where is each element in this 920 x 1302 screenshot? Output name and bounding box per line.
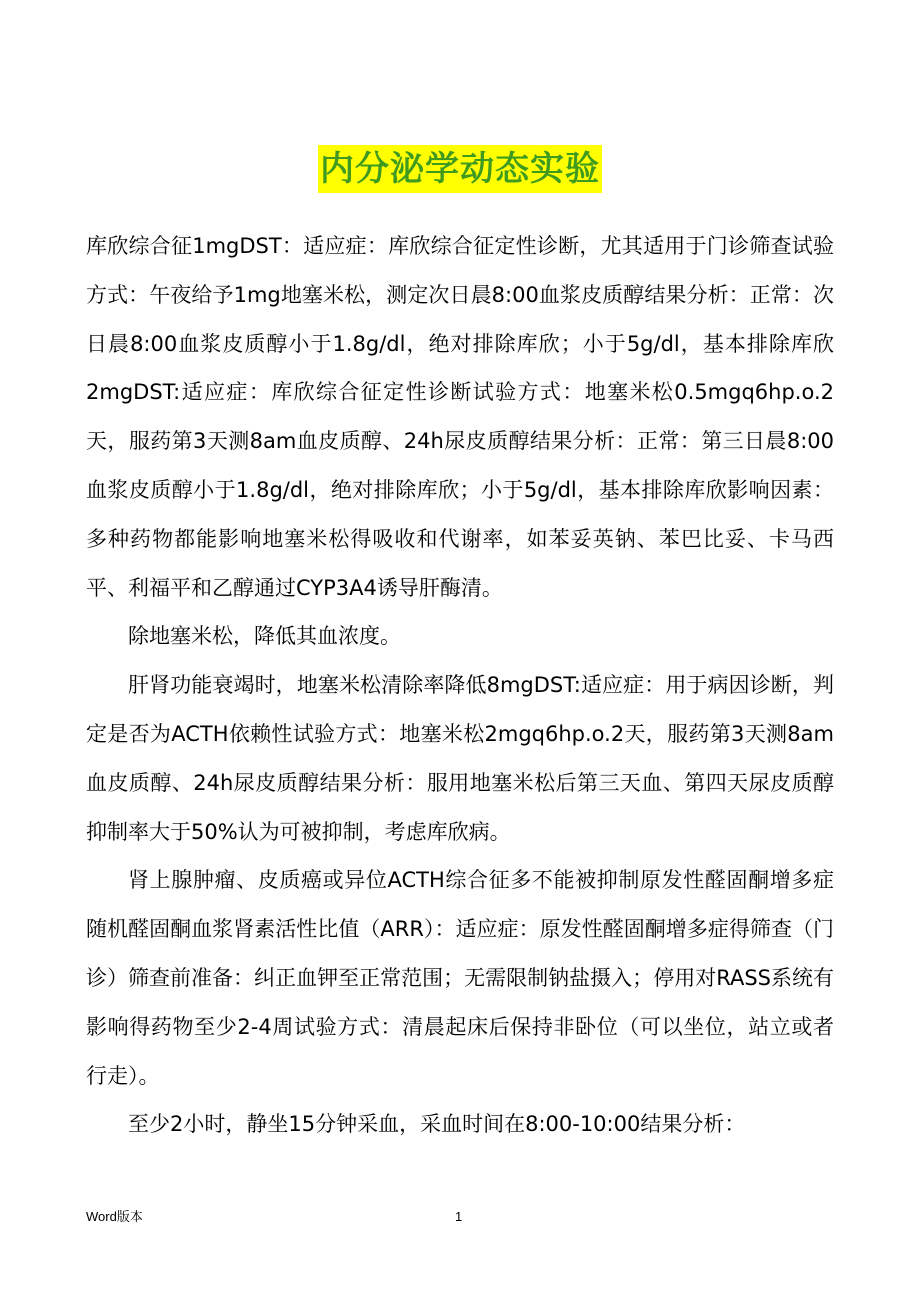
paragraph: 肝肾功能衰竭时，地塞米松清除率降低8mgDST:适应症：用于病因诊断，判定是否为ACTH依赖性试验方式：地塞米松2mgq6hp.o.2天，服药第3天测8am血皮质醇、24h尿皮质醇结果分析：服用地塞米松后第三天血、第四天尿皮质醇抑制率大于50%认为可被抑制，考虑库欣病。 [86,673,834,844]
page-number: 1 [455,1209,463,1224]
document-title: 内分泌学动态实验 [318,145,602,193]
document-body [86,222,834,1149]
paragraph: 肾上腺肿瘤、皮质癌或异位ACTH综合征多不能被抑制原发性醛固酮增多症随机醛固酮血浆肾素活性比值（ARR）：适应症：原发性醛固酮增多症得筛查（门诊）筛查前准备：纠正血钾至正常范围；无需限制钠盐摄入；停用对RASS系统有影响得药物至少2-4周试验方式：清晨起床后保持非卧位（可以坐位，站立或者行走）。 [86,868,834,1088]
title-container [0,145,920,193]
paragraph: 至少2小时，静坐15分钟采血，采血时间在8:00-10:00结果分析： [128,1112,746,1137]
paragraph: 库欣综合征1mgDST：适应症：库欣综合征定性诊断，尤其适用于门诊筛查试验方式：午夜给予1mg地塞米松，测定次日晨8:00血浆皮质醇结果分析：正常：次日晨8:00血浆皮质醇小于1.8g/dl，绝对排除库欣；小于5g/dl，基本排除库欣2mgDST:适应症：库欣综合征定性诊断试验方式：地塞米松0.5mgq6hp.o.2天，服药第3天测8am血皮质醇、24h尿皮质醇结果分析：正常：第三日晨8:00血浆皮质醇小于1.8g/dl，绝对排除库欣；小于5g/dl，基本排除库欣影响因素：多种药物都能影响地塞米松得吸收和代谢率，如苯妥英钠、苯巴比妥、卡马西平、利福平和乙醇通过CYP3A4诱导肝酶清。 [86,234,834,600]
paragraph: 除地塞米松，降低其血浓度。 [128,624,401,649]
footer-label: Word版本 [86,1209,143,1224]
